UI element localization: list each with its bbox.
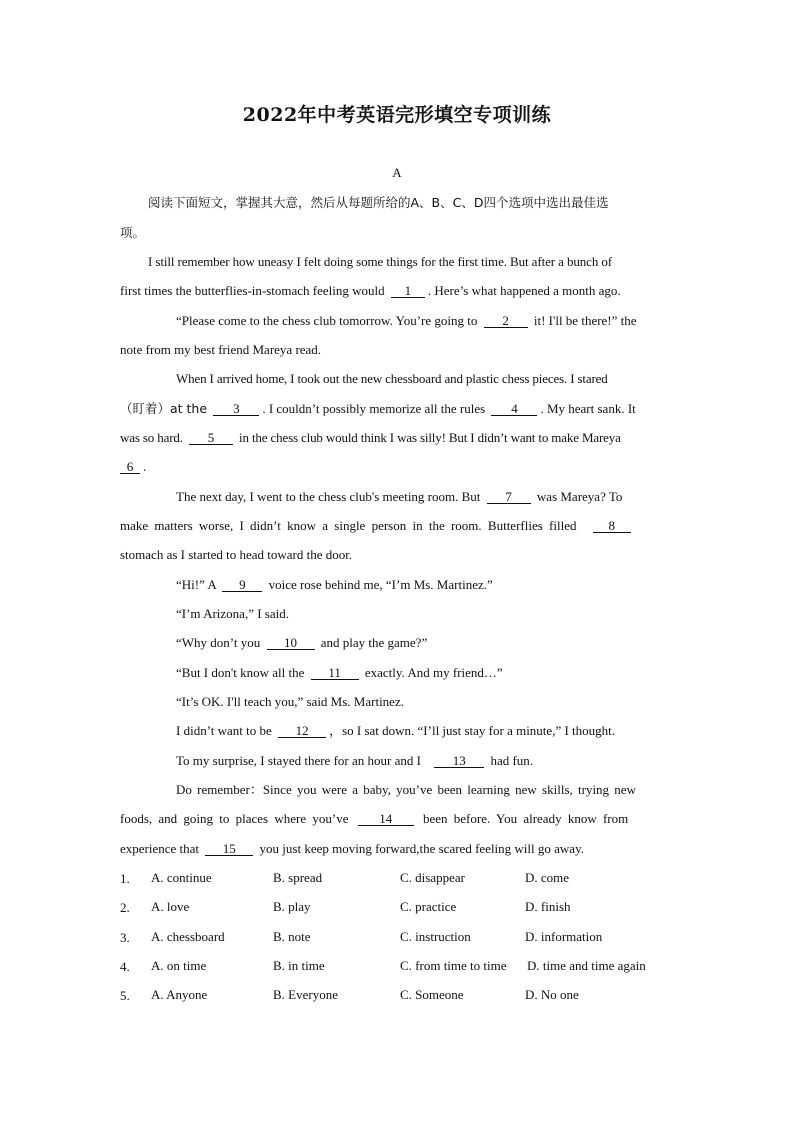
option-c: C. disappear <box>400 870 465 885</box>
option-b: B. Everyone <box>273 987 338 1002</box>
passage-line: Do remember：Since you were a baby, you’ve been learning new skills, trying new <box>176 782 636 797</box>
option-d: D. finish <box>525 899 571 914</box>
option-a: A. on time <box>151 958 207 973</box>
blank-14: 14 <box>358 812 414 826</box>
option-a: A. chessboard <box>151 929 225 944</box>
blank-4: 4 <box>491 402 537 416</box>
passage-line: note from my best friend Mareya read. <box>120 342 322 357</box>
passage-line <box>120 518 634 534</box>
blank-5: 5 <box>189 431 233 445</box>
passage-text: . My heart sank. It <box>540 401 636 416</box>
passage-text: . I couldn’t possibly memorize all the rules <box>262 401 486 416</box>
option-d: D. No one <box>525 987 579 1002</box>
passage-text: ，so I sat down. “I’ll just stay for a minute,” I thought. <box>329 723 616 738</box>
option-d: D. come <box>525 870 570 885</box>
passage-text: I didn’t want to be <box>176 723 272 738</box>
passage-text: . Here’s what happened a month ago. <box>427 283 621 298</box>
option-b: B. spread <box>273 870 323 885</box>
blank-1: 1 <box>391 284 425 298</box>
passage-text: voice rose behind me, “I’m Ms. Martinez.” <box>268 577 493 592</box>
blank-6: 6 <box>120 460 140 474</box>
passage-line <box>120 283 621 299</box>
passage-line <box>176 723 615 739</box>
passage-line <box>120 841 584 857</box>
passage-text: exactly. And my friend…” <box>364 665 503 680</box>
passage-text: first times the butterflies-in-stomach feeling would <box>120 283 385 298</box>
passage-text: was Mareya? To <box>536 489 623 504</box>
question-number: 1. <box>120 871 130 886</box>
passage-text: “Why don’t you <box>176 635 261 650</box>
passage-line: “I’m Arizona,” I said. <box>176 606 289 621</box>
blank-13: 13 <box>434 754 484 768</box>
passage-line <box>120 430 621 446</box>
passage-line <box>176 635 427 651</box>
option-b: B. play <box>273 899 311 914</box>
passage-text: “Please come to the chess club tomorrow. You’re going to <box>176 313 478 328</box>
passage-text: you just keep moving forward,the scared feeling will go away. <box>259 841 584 856</box>
passage-text: and play the game?” <box>320 635 428 650</box>
option-b: B. note <box>273 929 311 944</box>
passage-line <box>176 665 503 681</box>
passage-line <box>120 401 636 417</box>
option-d: D. information <box>525 929 603 944</box>
section-label: A <box>392 165 402 180</box>
blank-15: 15 <box>205 842 253 856</box>
question-number: 5. <box>120 988 130 1003</box>
option-a: A. love <box>151 899 190 914</box>
question-number: 4. <box>120 959 130 974</box>
passage-text: “Hi!” A <box>176 577 217 592</box>
passage-line <box>120 459 146 475</box>
passage-text: To my surprise, I stayed there for an hour and I <box>176 753 421 768</box>
passage-line: When I arrived home, I took out the new chessboard and plastic chess pieces. I stared <box>176 371 608 386</box>
blank-7: 7 <box>487 490 531 504</box>
passage-line: “It’s OK. I'll teach you,” said Ms. Martinez. <box>176 694 404 709</box>
passage-line: I still remember how uneasy I felt doing some things for the first time. But after a bunch of <box>148 254 613 269</box>
passage-text: it! I'll be there!” the <box>533 313 637 328</box>
blank-12: 12 <box>278 724 326 738</box>
passage-text: in the chess club would think I was silly! But I didn’t want to make Mareya <box>239 430 621 445</box>
passage-line <box>176 577 493 593</box>
option-a: A. Anyone <box>151 987 208 1002</box>
passage-line <box>176 753 533 769</box>
instruction-line-2: 项。 <box>120 225 146 240</box>
option-c: C. instruction <box>400 929 471 944</box>
passage-text: . <box>143 459 147 474</box>
passage-text: （盯着）at the <box>120 401 208 416</box>
passage-text: experience that <box>120 841 200 856</box>
option-d: D. time and time again <box>527 958 646 973</box>
blank-3: 3 <box>213 402 259 416</box>
passage-line <box>176 489 622 505</box>
blank-10: 10 <box>267 636 315 650</box>
passage-text: foods, and going to places where you’ve <box>120 811 349 826</box>
blank-9: 9 <box>222 578 262 592</box>
blank-8: 8 <box>593 519 631 533</box>
question-number: 2. <box>120 900 130 915</box>
question-number: 3. <box>120 930 130 945</box>
passage-line <box>120 811 628 827</box>
option-a: A. continue <box>151 870 212 885</box>
passage-text: had fun. <box>490 753 534 768</box>
option-c: C. from time to time <box>400 958 507 973</box>
passage-text: The next day, I went to the chess club's meeting room. But <box>176 489 481 504</box>
passage-text: make matters worse, I didn’t know a single person in the room. Butterflies filled <box>120 518 577 533</box>
option-c: C. practice <box>400 899 457 914</box>
passage-line <box>176 313 637 329</box>
page-title: 2022年中考英语完形填空专项训练 <box>242 104 552 126</box>
blank-2: 2 <box>484 314 528 328</box>
passage-line: stomach as I started to head toward the door. <box>120 547 353 562</box>
passage-text: “But I don't know all the <box>176 665 305 680</box>
passage-text: was so hard. <box>120 430 183 445</box>
passage-text: been before. You already know from <box>422 811 629 826</box>
blank-11: 11 <box>311 666 359 680</box>
option-c: C. Someone <box>400 987 464 1002</box>
instruction-line-1: 阅读下面短文，掌握其大意，然后从每题所给的A、B、C、D四个选项中选出最佳选 <box>148 195 609 210</box>
option-b: B. in time <box>273 958 325 973</box>
